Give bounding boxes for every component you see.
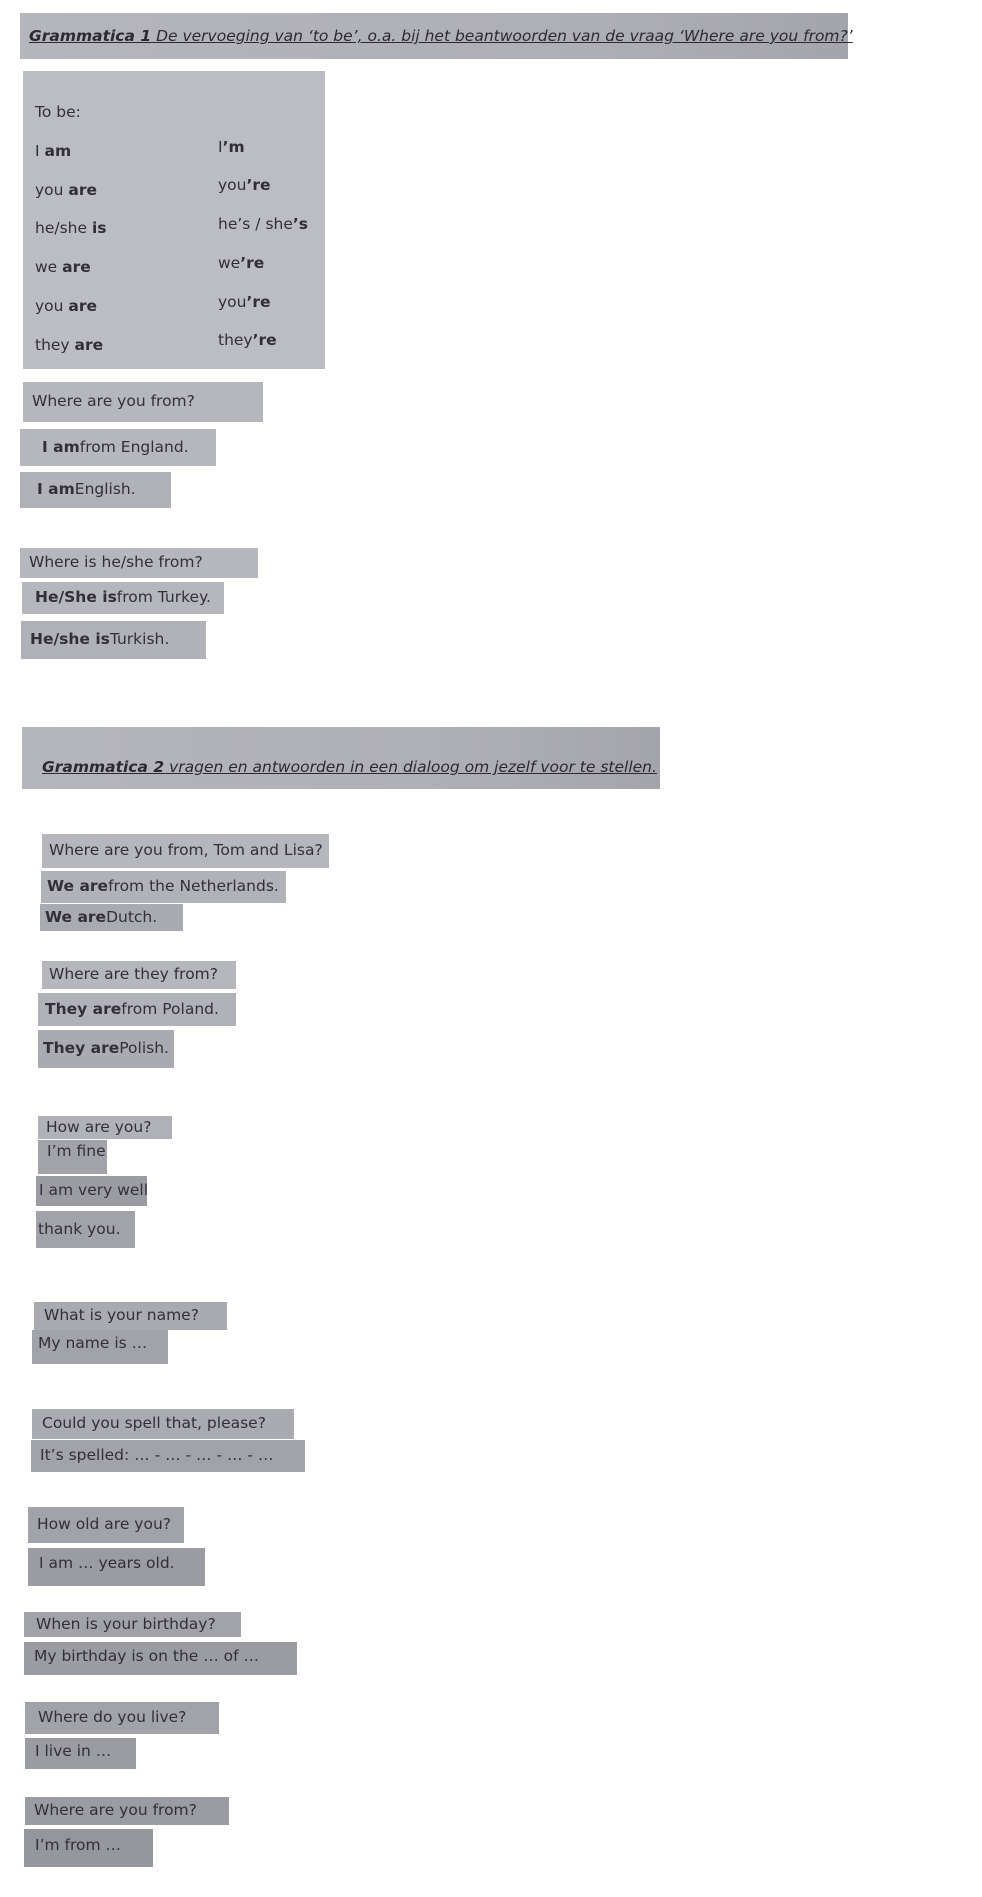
full-form-row-4: we are bbox=[35, 258, 91, 276]
short-form-row-3: he’s / she’s bbox=[218, 215, 308, 233]
question-strip: Where are you from? bbox=[25, 1797, 229, 1825]
answer-strip: My birthday is on the … of … bbox=[24, 1642, 297, 1675]
answer-strip: I live in … bbox=[25, 1738, 136, 1769]
question-strip: How old are you? bbox=[28, 1507, 184, 1543]
question-strip: Where are they from? bbox=[42, 961, 236, 989]
short-form-row-2: you’re bbox=[218, 176, 271, 194]
answer-strip: We are from the Netherlands. bbox=[41, 871, 286, 903]
answer-strip: It’s spelled: … - … - … - … - … bbox=[31, 1440, 305, 1472]
answer-strip: He/She is from Turkey. bbox=[22, 582, 224, 614]
question-strip: Could you spell that, please? bbox=[32, 1409, 294, 1439]
full-form-row-5: you are bbox=[35, 297, 98, 315]
full-form-row-2: you are bbox=[35, 181, 98, 199]
short-form-row-4: we’re bbox=[218, 254, 265, 272]
question-strip: Where is he/she from? bbox=[20, 548, 258, 578]
answer-strip: They are Polish. bbox=[38, 1030, 174, 1068]
grammar-2-heading bbox=[22, 727, 660, 789]
answer-strip: I am very well bbox=[36, 1176, 147, 1206]
short-form-row-6: they’re bbox=[218, 331, 277, 349]
full-form-row-3: he/she is bbox=[35, 219, 107, 237]
grammar-1-label: Grammatica 1 bbox=[29, 27, 152, 45]
answer-strip: I am from England. bbox=[20, 429, 216, 466]
question-strip: Where do you live? bbox=[25, 1702, 219, 1734]
question-strip: How are you? bbox=[38, 1116, 172, 1139]
question-strip: Where are you from, Tom and Lisa? bbox=[42, 834, 329, 868]
short-form-row-5: you’re bbox=[218, 293, 271, 311]
answer-strip: I am … years old. bbox=[28, 1548, 205, 1586]
table-heading: To be: bbox=[35, 103, 81, 121]
question-strip: What is your name? bbox=[34, 1302, 227, 1330]
answer-strip: He/she is Turkish. bbox=[21, 621, 206, 659]
answer-strip: They are from Poland. bbox=[38, 993, 236, 1026]
answer-strip: I’m from … bbox=[24, 1829, 153, 1867]
answer-strip: thank you. bbox=[36, 1211, 135, 1248]
grammar-2-label: Grammatica 2 bbox=[42, 758, 165, 776]
answer-strip: I’m fine bbox=[38, 1140, 107, 1174]
short-form-row-1: I’m bbox=[218, 138, 245, 156]
to-be-table bbox=[23, 71, 325, 369]
full-form-row-1: I am bbox=[35, 142, 72, 160]
question-strip: When is your birthday? bbox=[24, 1612, 241, 1637]
grammar-1-title: De vervoeging van ‘to be’, o.a. bij het beantwoorden van de vraag ‘Where are you from?’ bbox=[151, 27, 853, 45]
answer-strip: My name is … bbox=[32, 1330, 168, 1364]
full-form-row-6: they are bbox=[35, 336, 104, 354]
grammar-1-heading bbox=[20, 13, 853, 59]
answer-strip: I am English. bbox=[20, 472, 171, 508]
answer-strip: We are Dutch. bbox=[40, 904, 183, 931]
question-strip: Where are you from? bbox=[23, 382, 263, 422]
grammar-2-title: vragen en antwoorden in een dialoog om jezelf voor te stellen. bbox=[164, 758, 657, 776]
